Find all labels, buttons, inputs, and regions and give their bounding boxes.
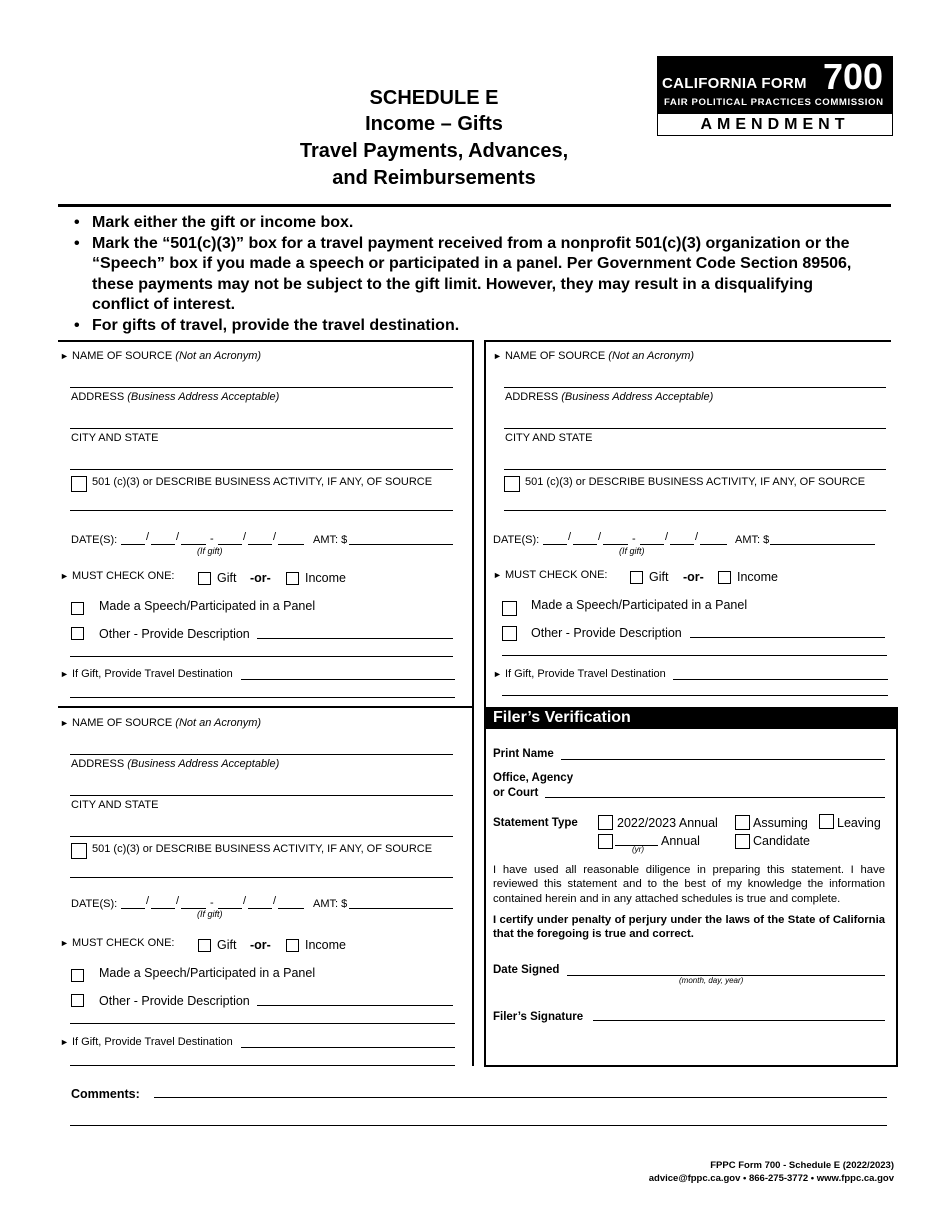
date-from-day[interactable] bbox=[573, 544, 597, 545]
income-checkbox[interactable] bbox=[286, 572, 299, 585]
business-activity-label: 501 (c)(3) or DESCRIBE BUSINESS ACTIVITY, IF ANY, OF SOURCE bbox=[92, 843, 433, 855]
annual-year-checkbox[interactable] bbox=[598, 834, 613, 849]
gift-label: Gift bbox=[217, 938, 237, 952]
comments-field[interactable] bbox=[154, 1097, 887, 1098]
date-to-month[interactable] bbox=[218, 544, 242, 545]
date-signed-label: Date Signed bbox=[493, 964, 560, 976]
speech-checkbox[interactable] bbox=[71, 969, 84, 982]
commission-label: FAIR POLITICAL PRACTICES COMMISSION bbox=[664, 97, 884, 108]
amount-field[interactable] bbox=[770, 544, 875, 545]
date-from-day[interactable] bbox=[151, 544, 175, 545]
business-activity-label: 501 (c)(3) or DESCRIBE BUSINESS ACTIVITY, IF ANY, OF SOURCE bbox=[525, 476, 866, 488]
form-identifier-box bbox=[657, 56, 893, 136]
schedule-subtitle-3: and Reimbursements bbox=[332, 167, 536, 189]
business-activity-label: 501 (c)(3) or DESCRIBE BUSINESS ACTIVITY, IF ANY, OF SOURCE bbox=[92, 476, 433, 488]
print-name-field[interactable] bbox=[561, 759, 885, 760]
arrow-icon: ► bbox=[60, 351, 69, 361]
travel-destination-label: If Gift, Provide Travel Destination bbox=[504, 668, 666, 680]
other-description-field[interactable] bbox=[690, 637, 885, 638]
travel-destination-field[interactable] bbox=[241, 679, 455, 680]
arrow-icon: ► bbox=[493, 570, 502, 580]
if-gift-note: (If gift) bbox=[197, 909, 223, 919]
speech-label: Made a Speech/Participated in a Panel bbox=[99, 599, 316, 613]
header-divider bbox=[58, 204, 891, 207]
other-label: Other - Provide Description bbox=[531, 626, 682, 640]
income-checkbox[interactable] bbox=[286, 939, 299, 952]
other-description-field[interactable] bbox=[257, 1005, 453, 1006]
speech-checkbox[interactable] bbox=[502, 601, 517, 616]
leaving-checkbox[interactable] bbox=[819, 814, 834, 829]
other-checkbox[interactable] bbox=[71, 994, 84, 1007]
schedule-title: SCHEDULE E bbox=[369, 87, 499, 109]
date-from-month[interactable] bbox=[121, 908, 145, 909]
income-label: Income bbox=[305, 938, 346, 952]
amount-field[interactable] bbox=[349, 908, 453, 909]
footer-form-id: FPPC Form 700 - Schedule E (2022/2023) bbox=[710, 1160, 894, 1171]
if-gift-note: (If gift) bbox=[619, 546, 645, 556]
business-501c3-checkbox[interactable] bbox=[71, 843, 87, 859]
date-to-year[interactable] bbox=[278, 908, 304, 909]
arrow-icon: ► bbox=[60, 669, 69, 679]
other-checkbox[interactable] bbox=[71, 627, 84, 640]
travel-destination-field-2[interactable] bbox=[70, 697, 455, 698]
annual-2022-checkbox[interactable] bbox=[598, 815, 613, 830]
diligence-statement: I have used all reasonable diligence in preparing this statement. I have reviewed this statement and to the best of my knowledge the information contained herein and in any attached schedules is true and complete. bbox=[493, 864, 885, 905]
date-to-day[interactable] bbox=[248, 908, 272, 909]
amount-label: AMT: $ bbox=[735, 534, 770, 546]
california-form-label: CALIFORNIA FORM bbox=[662, 75, 807, 92]
year-hint: (yr) bbox=[632, 845, 644, 854]
comments-label: Comments: bbox=[71, 1087, 140, 1101]
speech-label: Made a Speech/Participated in a Panel bbox=[531, 598, 748, 612]
candidate-checkbox[interactable] bbox=[735, 834, 750, 849]
block-divider-left bbox=[58, 706, 472, 708]
city-state-field[interactable] bbox=[504, 469, 886, 470]
must-check-label: MUST CHECK ONE: bbox=[504, 569, 608, 581]
filer-verification-title: Filer’s Verification bbox=[485, 707, 897, 729]
arrow-icon: ► bbox=[60, 718, 69, 728]
assuming-checkbox[interactable] bbox=[735, 815, 750, 830]
other-description-field-2[interactable] bbox=[70, 656, 453, 657]
address-label: ADDRESS bbox=[71, 391, 125, 403]
arrow-icon: ► bbox=[60, 1037, 69, 1047]
other-description-field[interactable] bbox=[257, 638, 453, 639]
name-of-source-field[interactable] bbox=[70, 387, 453, 388]
filer-signature-field[interactable] bbox=[593, 1020, 885, 1021]
income-label: Income bbox=[305, 571, 346, 585]
gift-label: Gift bbox=[217, 571, 237, 585]
business-activity-field[interactable] bbox=[70, 510, 453, 511]
assuming-label: Assuming bbox=[753, 816, 808, 830]
leaving-label: Leaving bbox=[837, 816, 881, 830]
schedule-subtitle-2: Travel Payments, Advances, bbox=[299, 140, 569, 162]
travel-destination-field[interactable] bbox=[673, 679, 888, 680]
arrow-icon: ► bbox=[60, 938, 69, 948]
gift-checkbox[interactable] bbox=[198, 572, 211, 585]
office-agency-label: Office, Agency bbox=[493, 772, 574, 784]
date-from-year[interactable] bbox=[181, 544, 206, 545]
amendment-label: AMENDMENT bbox=[700, 116, 850, 133]
or-court-label: or Court bbox=[493, 787, 539, 799]
dates-label: DATE(S): bbox=[71, 898, 118, 910]
address-field[interactable] bbox=[70, 428, 453, 429]
name-of-source-label: NAME OF SOURCE bbox=[71, 350, 173, 362]
or-label: -or- bbox=[250, 938, 271, 952]
date-to-day[interactable] bbox=[670, 544, 694, 545]
business-501c3-checkbox[interactable] bbox=[71, 476, 87, 492]
must-check-label: MUST CHECK ONE: bbox=[71, 937, 175, 949]
amount-label: AMT: $ bbox=[313, 898, 348, 910]
speech-checkbox[interactable] bbox=[71, 602, 84, 615]
city-state-label: CITY AND STATE bbox=[505, 432, 593, 444]
name-of-source-label: NAME OF SOURCE bbox=[71, 717, 173, 729]
other-label: Other - Provide Description bbox=[99, 627, 250, 641]
date-to-month[interactable] bbox=[640, 544, 664, 545]
travel-destination-field-2[interactable] bbox=[502, 695, 888, 696]
travel-destination-label: If Gift, Provide Travel Destination bbox=[71, 1036, 233, 1048]
name-of-source-label: NAME OF SOURCE bbox=[504, 350, 606, 362]
annual-2022-label: 2022/2023 Annual bbox=[617, 816, 718, 830]
instruction-item: • Mark the “501(c)(3)” box for a travel payment received from a nonprofit 501(c)(3) organization or the “Speech” box if you made a speech or participated in a panel. Per Government Code Section 89506, these payments may not be subject to the gift limit. However, they may result in a disqualifying conflict of interest. bbox=[72, 234, 872, 316]
certification-statement: I certify under penalty of perjury under the laws of the State of California that the foregoing is true and correct. bbox=[493, 914, 885, 941]
must-check-label: MUST CHECK ONE: bbox=[71, 570, 175, 582]
center-divider-left bbox=[472, 340, 474, 1066]
comments-field-2[interactable] bbox=[70, 1125, 887, 1126]
print-name-label: Print Name bbox=[493, 748, 554, 760]
or-label: -or- bbox=[250, 571, 271, 585]
arrow-icon: ► bbox=[60, 571, 69, 581]
gift-label: Gift bbox=[649, 570, 669, 584]
dates-label: DATE(S): bbox=[71, 534, 118, 546]
instruction-item: • Mark either the gift or income box. bbox=[72, 213, 872, 234]
office-agency-field[interactable] bbox=[545, 797, 885, 798]
address-field[interactable] bbox=[504, 428, 886, 429]
arrow-icon: ► bbox=[493, 669, 502, 679]
travel-destination-field[interactable] bbox=[241, 1047, 455, 1048]
income-label: Income bbox=[737, 570, 778, 584]
other-description-field-2[interactable] bbox=[70, 1023, 455, 1024]
business-activity-field[interactable] bbox=[504, 510, 886, 511]
other-checkbox[interactable] bbox=[502, 626, 517, 641]
gift-checkbox[interactable] bbox=[198, 939, 211, 952]
amount-label: AMT: $ bbox=[313, 534, 348, 546]
arrow-icon: ► bbox=[493, 351, 502, 361]
form-number: 700 bbox=[823, 56, 884, 97]
date-from-year[interactable] bbox=[603, 544, 628, 545]
instructions-list bbox=[72, 213, 872, 336]
filer-signature-label: Filer’s Signature bbox=[493, 1011, 584, 1023]
address-field[interactable] bbox=[70, 795, 453, 796]
address-label: ADDRESS bbox=[71, 758, 125, 770]
gift-checkbox[interactable] bbox=[630, 571, 643, 584]
name-of-source-field[interactable] bbox=[70, 754, 453, 755]
or-label: -or- bbox=[683, 570, 704, 584]
dates-label: DATE(S): bbox=[493, 534, 540, 546]
travel-destination-label: If Gift, Provide Travel Destination bbox=[71, 668, 233, 680]
section-top-border-left bbox=[58, 340, 472, 342]
center-divider-right-top bbox=[484, 340, 486, 707]
if-gift-note: (If gift) bbox=[197, 546, 223, 556]
business-activity-field[interactable] bbox=[70, 877, 453, 878]
date-from-day[interactable] bbox=[151, 908, 175, 909]
date-to-day[interactable] bbox=[248, 544, 272, 545]
statement-type-label: Statement Type bbox=[493, 817, 578, 829]
city-state-field[interactable] bbox=[70, 836, 453, 837]
city-state-label: CITY AND STATE bbox=[71, 432, 159, 444]
candidate-label: Candidate bbox=[753, 834, 810, 848]
instruction-item: • For gifts of travel, provide the travel destination. bbox=[72, 316, 872, 337]
income-checkbox[interactable] bbox=[718, 571, 731, 584]
travel-destination-field-2[interactable] bbox=[70, 1065, 455, 1066]
name-of-source-field[interactable] bbox=[504, 387, 886, 388]
other-description-field-2[interactable] bbox=[502, 655, 887, 656]
date-to-year[interactable] bbox=[700, 544, 727, 545]
city-state-label: CITY AND STATE bbox=[71, 799, 159, 811]
speech-label: Made a Speech/Participated in a Panel bbox=[99, 966, 316, 980]
section-top-border-right bbox=[484, 340, 891, 342]
address-label: ADDRESS bbox=[505, 391, 559, 403]
annual-label: Annual bbox=[661, 834, 700, 848]
date-from-month[interactable] bbox=[543, 544, 567, 545]
footer-contact: advice@fppc.ca.gov • 866-275-3772 • www.fppc.ca.gov bbox=[648, 1173, 894, 1184]
date-to-year[interactable] bbox=[278, 544, 304, 545]
city-state-field[interactable] bbox=[70, 469, 453, 470]
schedule-subtitle-1: Income – Gifts bbox=[365, 113, 503, 135]
business-501c3-checkbox[interactable] bbox=[504, 476, 520, 492]
amount-field[interactable] bbox=[349, 544, 453, 545]
date-format-hint: (month, day, year) bbox=[679, 976, 744, 985]
date-from-month[interactable] bbox=[121, 544, 145, 545]
other-label: Other - Provide Description bbox=[99, 994, 250, 1008]
